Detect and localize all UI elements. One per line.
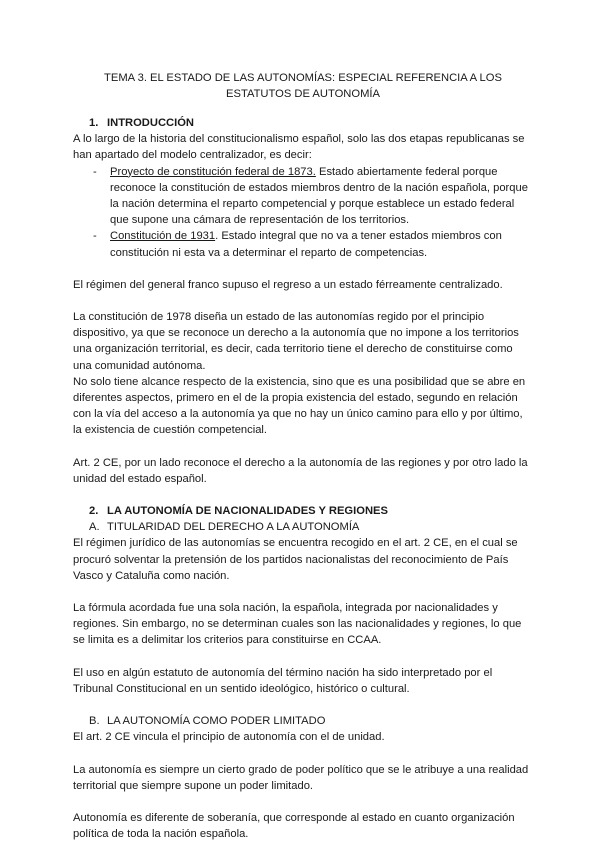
list-item-1931-text: . Estado integral que no va a tener estados miembros con constitución ni esta va a determinar el reparto de competencias. [110, 230, 502, 259]
section-1-number: 1. [89, 117, 99, 129]
list-item-1873-title: Proyecto de constitución federal de 1873. [110, 165, 316, 178]
title-line-1: TEMA 3. EL ESTADO DE LAS AUTONOMÍAS: ESPECIAL REFERENCIA A LOS [104, 72, 502, 84]
section-2-number: 2. [89, 505, 99, 518]
subsection-a-paragraph-1: El régimen jurídico de las autonomías se encuentra recogido en el art. 2 CE, en el cual se procuró solventar la pretensión de los partidos nacionalistas del reconocimiento de País Vasco y Cataluña como nación. [73, 537, 518, 582]
subsection-b-heading [73, 713, 533, 729]
list-item-1873-text: Estado abiertamente federal porque reconoce la constitución de estados miembros dentro de la nación española, porque la nación determina el reparto competencial y porque establece un estado federal que supone una cámara de representación de los territorios. [110, 165, 528, 227]
subsection-a-letter: A. [89, 521, 100, 534]
list-item-1873 [73, 164, 533, 229]
section-2-title: LA AUTONOMÍA DE NACIONALIDADES Y REGIONES [107, 505, 388, 518]
subsection-b-letter: B. [89, 715, 100, 728]
dash-bullet: - [93, 230, 97, 243]
subsection-b-paragraph-3: Autonomía es diferente de soberanía, que corresponde al estado en cuanto organización política de toda la nación española. [73, 811, 515, 841]
paragraph-art-2: Art. 2 CE, por un lado reconoce el derecho a la autonomía de las regiones y por otro lado la unidad del estado español. [73, 456, 528, 485]
paragraph-constitution-1978: La constitución de 1978 diseña un estado de las autonomías regido por el principio dispositivo, ya que se reconoce un derecho a la autonomía que no impone a los territorios una organización territorial, es decir, cada territorio tiene el derecho de constituirse como una comunidad autónoma. [73, 311, 519, 372]
subsection-a-title: TITULARIDAD DEL DERECHO A LA AUTONOMÍA [107, 521, 360, 534]
title-line-2: ESTATUTOS DE AUTONOMÍA [226, 88, 380, 100]
subsection-a-paragraph-3: El uso en algún estatuto de autonomía del término nación ha sido interpretado por el Tribunal Constitucional en un sentido ideológico, histórico o cultural. [73, 666, 493, 695]
paragraph-franco: El régimen del general franco supuso el regreso a un estado férreamente centralizado. [73, 278, 503, 291]
section-1-heading [73, 115, 533, 131]
subsection-b-title: LA AUTONOMÍA COMO PODER LIMITADO [107, 715, 326, 728]
list-item-1931 [73, 228, 533, 260]
list-item-1931-title: Constitución de 1931 [110, 230, 216, 243]
subsection-b-paragraph-1: El art. 2 CE vincula el principio de autonomía con el de unidad. [73, 731, 385, 744]
subsection-a-paragraph-2: La fórmula acordada fue una sola nación, la española, integrada por nacionalidades y regiones. Sin embargo, no se determinan cuales son las nacionalidades y regiones, lo que se limita es a delimitar los criterios para constituirse en CCAA. [73, 602, 522, 647]
document-page [73, 70, 533, 842]
constitution-list [73, 164, 533, 261]
document-title [73, 70, 533, 102]
section-1-title: INTRODUCCIÓN [107, 117, 195, 129]
subsection-b-paragraph-2: La autonomía es siempre un cierto grado de poder político que se le atribuye a una realidad territorial que siempre supone un poder limitado. [73, 763, 529, 792]
dash-bullet: - [93, 165, 97, 178]
section-2-heading [73, 503, 533, 519]
paragraph-alcance: No solo tiene alcance respecto de la existencia, sino que es una posibilidad que se abre en diferentes aspectos, primero en el de la propia existencia del estado, segundo en relación con la vía del acceso a la autonomía ya que no hay un único camino para ello y por último, la existencia de cuestión competencial. [73, 375, 526, 437]
section-1-intro: A lo largo de la historia del constitucionalismo español, solo las dos etapas republicanas se han apartado del modelo centralizador, es decir: [73, 133, 525, 162]
subsection-a-heading [73, 519, 533, 535]
